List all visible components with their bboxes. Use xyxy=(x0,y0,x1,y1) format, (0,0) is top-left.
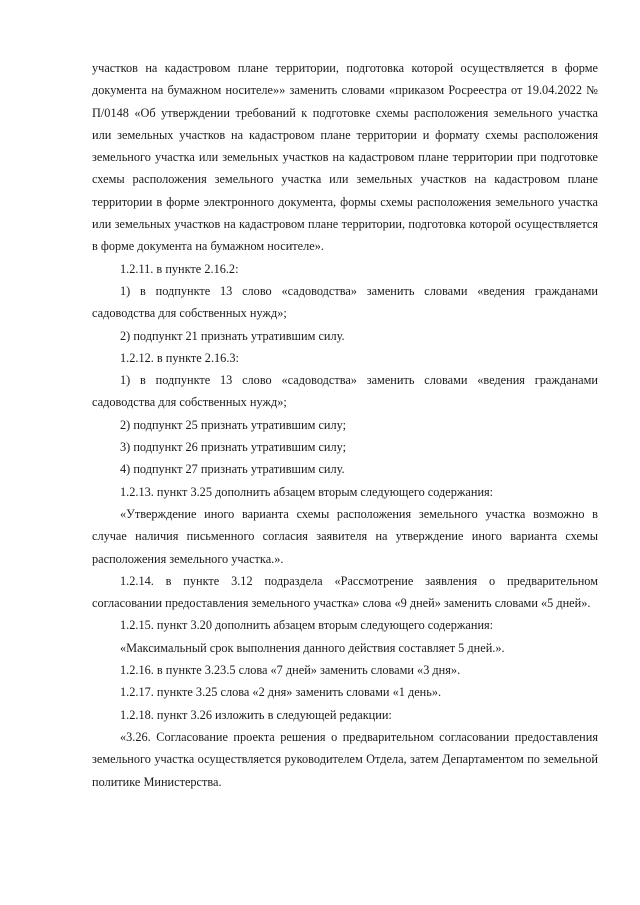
subitem-4: 4) подпункт 27 признать утратившим силу. xyxy=(120,462,345,477)
subitem-1: 1) в подпункте 13 слово «садоводства» заменить словами «ведения гражданами садоводства для собственных нужд»; xyxy=(92,373,598,410)
paragraph-continuation: участков на кадастровом плане территории, подготовка которой осуществляется в форме документа на бумажном носителе»» заменить словами «приказом Росреестра от 19.04.2022 № П/0148 «Об утверждении требований к подготовке схемы расположения земельного участка или земельных участков на кадастровом плане территории и формату схемы расположения земельного участка или земельных участков на кадастровом плане территории при подготовке схемы расположения земельного участка или земельных участков на кадастровом плане территории в форме электронного документа, формы схемы расположения земельного участка или земельных участков на кадастровом плане территории, подготовка которой осуществляется в форме документа на бумажном носителе». xyxy=(92,61,598,254)
item-1-2-14: 1.2.14. в пункте 3.12 подраздела «Рассмотрение заявления о предварительном согласовании предоставления земельного участка» слова «9 дней» заменить словами «5 дней». xyxy=(92,573,598,611)
item-1-2-15: 1.2.15. пункт 3.20 дополнить абзацем вторым следующего содержания: xyxy=(120,618,494,633)
item-1-2-12: 1.2.12. в пункте 2.16.3: xyxy=(120,350,239,365)
subitem-1: 1) в подпункте 13 слово «садоводства» заменить словами «ведения гражданами садоводства для собственных нужд»; xyxy=(92,283,598,321)
quoted-paragraph: «Максимальный срок выполнения данного действия составляет 5 дней.». xyxy=(120,640,505,655)
item-1-2-18: 1.2.18. пункт 3.26 изложить в следующей редакции: xyxy=(120,707,392,722)
subitem-3: 3) подпункт 26 признать утратившим силу; xyxy=(120,440,347,455)
document-body xyxy=(92,57,598,793)
subitem-2: 2) подпункт 25 признать утратившим силу; xyxy=(120,417,347,432)
subitem-2: 2) подпункт 21 признать утратившим силу. xyxy=(120,328,345,343)
item-1-2-13: 1.2.13. пункт 3.25 дополнить абзацем вторым следующего содержания: xyxy=(120,484,494,499)
quoted-paragraph: «3.26. Согласование проекта решения о предварительном согласовании предоставления земельного участка осуществляется руководителем Отдела, затем Департаментом по земельной политике Министерства. xyxy=(92,729,598,789)
item-1-2-16: 1.2.16. в пункте 3.23.5 слова «7 дней» заменить словами «3 дня». xyxy=(120,663,461,678)
item-1-2-11: 1.2.11. в пункте 2.16.2: xyxy=(120,261,239,276)
item-1-2-17: 1.2.17. пункте 3.25 слова «2 дня» заменить словами «1 день». xyxy=(120,685,442,700)
quoted-paragraph: «Утверждение иного варианта схемы расположения земельного участка возможно в случае наличия письменного согласия заявителя на утверждение иного варианта схемы расположения земельного участка.». xyxy=(92,506,598,566)
